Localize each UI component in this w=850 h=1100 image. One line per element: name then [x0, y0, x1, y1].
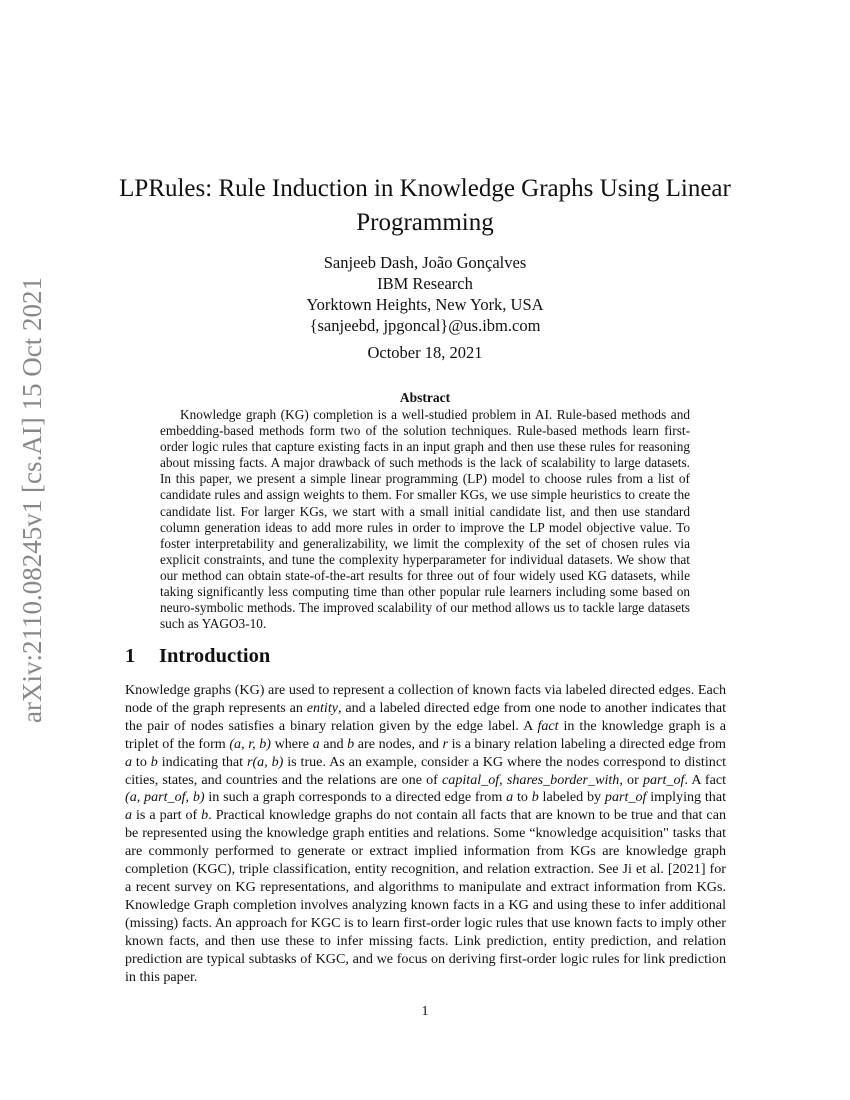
- intro-italic: capital_of: [442, 771, 500, 788]
- intro-text: implying that: [646, 789, 727, 806]
- introduction-paragraph: [125, 682, 726, 986]
- author-emails: {sanjeebd, jpgoncal}@us.ibm.com: [309, 316, 541, 335]
- section-title: Introduction: [159, 645, 271, 667]
- intro-italic: part_of: [604, 789, 647, 806]
- intro-italic: shares_border_with: [506, 771, 620, 788]
- section-heading: [125, 645, 725, 668]
- intro-text: , and a labeled directed edge from one node to another indicates that the pair of nodes satisfies a binary relation given by the edge label. A: [125, 699, 726, 734]
- abstract-heading: Abstract: [399, 390, 451, 405]
- author-names: Sanjeeb Dash, João Gonçalves: [323, 253, 527, 272]
- title-line-1: LPRules: Rule Induction in Knowledge Graphs Using Linear: [119, 175, 731, 202]
- intro-text: where: [270, 735, 313, 752]
- title-line-2: Programming: [356, 209, 494, 236]
- intro-text: Knowledge graphs (KG) are used to represent a collection of known facts via labeled directed edges. Each node of the graph represents an: [125, 682, 726, 716]
- intro-italic: entity: [306, 699, 338, 716]
- intro-text: labeled by: [538, 789, 605, 806]
- intro-italic: fact: [537, 717, 559, 734]
- intro-text: in such a graph corresponds to a directed edge from: [204, 789, 507, 806]
- arxiv-identifier: arXiv:2110.08245v1 [cs.AI] 15 Oct 2021: [17, 277, 47, 723]
- intro-math: r: [442, 735, 449, 752]
- intro-math: b: [150, 753, 158, 770]
- intro-math: a: [312, 735, 320, 752]
- author-affiliation: IBM Research: [377, 274, 473, 293]
- paper-title: [110, 172, 740, 240]
- intro-text: to: [132, 753, 151, 770]
- intro-text: , or: [619, 771, 643, 788]
- intro-text: ,: [499, 771, 507, 788]
- intro-math: a: [125, 807, 133, 824]
- intro-text: is true. As an example, consider a KG where the nodes correspond to distinct cities, states, and countries and the relations are one of: [125, 753, 726, 788]
- intro-math: b: [201, 807, 209, 824]
- intro-text: is a binary relation labeling a directed edge from: [448, 735, 727, 752]
- intro-text: in the knowledge graph is a triplet of the form: [125, 717, 727, 752]
- intro-text: . Practical knowledge graphs do not contain all facts that are known to be true and that can be represented using the knowledge graph entities and relations. Some “knowledge acquisition" tasks that are commonly performed to generate or extract implied information from KGs are knowledge graph completion (KGC), triple classification, entity recognition, and relation extraction. See Ji et al. [2021] for a recent survey on KG representations, and algorithms to manipulate and extract information from KGs. Knowledge Graph completion involves analyzing known facts in a KG and using these to infer additional (missing) facts. An approach for KGC is to learn first-order logic rules that use known facts to imply other known facts, and then use these to infer missing facts. Link prediction, entity prediction, and relation prediction are typical subtasks of KGC, and we focus on deriving first-order logic rules for link prediction in this paper.: [125, 807, 726, 985]
- abstract-text: Knowledge graph (KG) completion is a well-studied problem in AI. Rule-based methods and embedding-based methods form two of the solution techniques. Rule-based methods learn first-order logic rules that capture existing facts in an input graph and then use these rules for reasoning about missing facts. A major drawback of such methods is the lack of scalability to large datasets. In this paper, we present a simple linear programming (LP) model to choose rules from a list of candidate rules and assign weights to them. For smaller KGs, we use simple heuristics to create the candidate list. For larger KGs, we start with a small initial candidate list, and then use standard column generation ideas to add more rules in order to improve the LP model objective value. To foster interpretability and generalizability, we limit the complexity of the set of chosen rules via explicit constraints, and tune the complexity hyperparameter for individual datasets. We show that our method can obtain state-of-the-art results for three out of four widely used KG datasets, while taking significantly less computing time than other popular rule learners including some based on neuro-symbolic methods. The improved scalability of our method allows us to tackle large datasets such as YAGO3-10.: [160, 407, 690, 632]
- intro-math: a: [506, 789, 514, 806]
- intro-text: indicating that: [157, 753, 247, 770]
- intro-text: . A fact: [684, 771, 727, 788]
- intro-text: and: [319, 735, 348, 752]
- intro-italic: part_of: [642, 771, 685, 788]
- intro-text: to: [513, 789, 532, 806]
- page-number: 1: [421, 1004, 429, 1019]
- author-block: [200, 252, 650, 336]
- intro-math: b: [347, 735, 355, 752]
- intro-math: r(a, b): [246, 753, 284, 770]
- section-number: 1: [125, 645, 136, 667]
- author-location: Yorktown Heights, New York, USA: [306, 295, 544, 314]
- intro-text: is a part of: [132, 807, 202, 824]
- intro-text: are nodes, and: [354, 735, 443, 752]
- intro-math: a: [125, 753, 133, 770]
- intro-math: (a, r, b): [229, 735, 271, 752]
- intro-italic: (a, part_of, b): [125, 789, 205, 806]
- intro-math: b: [531, 789, 539, 806]
- paper-date: October 18, 2021: [367, 343, 483, 362]
